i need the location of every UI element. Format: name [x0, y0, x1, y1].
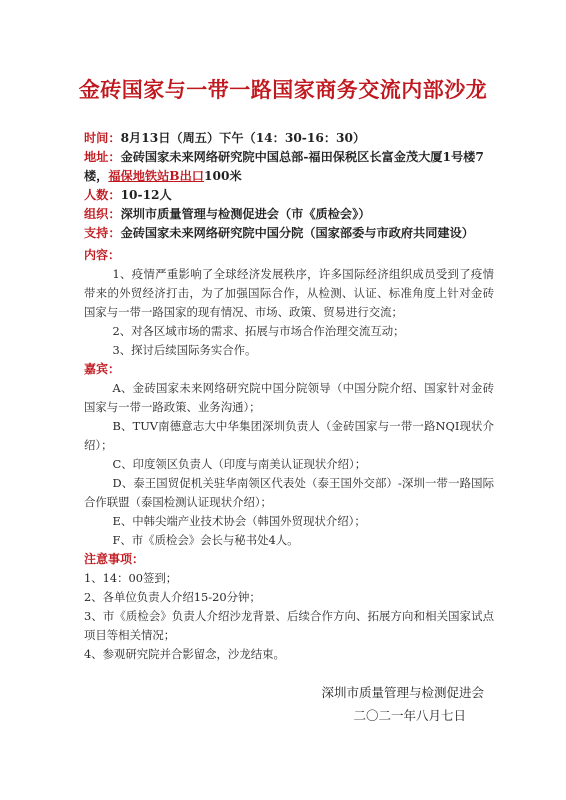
page-title: 金砖国家与一带一路国家商务交流内部沙龙 [78, 78, 488, 102]
event-info [84, 129, 494, 243]
note-item: 4、参观研究院并合影留念，沙龙结束。 [84, 647, 285, 661]
guests-heading: 嘉宾： [84, 362, 121, 376]
guest-item: D、泰王国贸促机关驻华南领区代表处（泰王国外交部）-深圳一带一路国际合作联盟（泰国检测认证现状介绍）； [84, 476, 494, 509]
guest-item: B、TUV南德意志大中华集团深圳负责人（金砖国家与一带一路NQI现状介绍）； [84, 419, 494, 452]
address-tail: 100米 [204, 169, 242, 183]
note-item: 3、市《质检会》负责人介绍沙龙背景、后续合作方向、拓展方向和相关国家试点项目等相关情况； [84, 609, 494, 642]
guest-item: F、市《质检会》会长与秘书处4人。 [112, 533, 299, 547]
content-item: 1、疫情严重影响了全球经济发展秩序，许多国际经济组织成员受到了疫情带来的外贸经济打击，为了加强国际合作，从检测、认证、标准角度上针对金砖国家与一带一路国家的现有情况、市场、政策、贸易进行交流； [84, 267, 494, 319]
time-row [84, 129, 494, 148]
content-heading: 内容： [84, 248, 121, 262]
time-value: 8月13日（周五）下午（14：30-16：30） [120, 131, 366, 145]
organizer-value: 深圳市质量管理与检测促进会（市《质检会》） [120, 207, 371, 221]
note-item: 1、14：00签到； [84, 571, 178, 585]
time-label: 时间： [84, 131, 121, 145]
support-value: 金砖国家未来网络研究院中国分院（国家部委与市政府共同建设） [120, 226, 474, 240]
people-value: 10-12人 [120, 188, 172, 202]
address-value: 金砖国家未来网络研究院中国总部-福田保税区长富金茂大厦1号楼7楼， [84, 150, 484, 183]
people-label: 人数： [84, 188, 121, 202]
content-section [84, 246, 494, 664]
support-label: 支持： [84, 226, 121, 240]
organizer-row [84, 205, 494, 224]
signature-date: 二〇二一年八月七日 [353, 708, 466, 723]
guest-item: E、中韩尖端产业技术协会（韩国外贸现状介绍）； [112, 514, 366, 528]
note-item: 2、各单位负责人介绍15-20分钟； [84, 590, 261, 604]
signature-org: 深圳市质量管理与检测促进会 [321, 685, 484, 700]
guest-item: A、金砖国家未来网络研究院中国分院领导（中国分院介绍、国家针对金砖国家与一带一路政策、业务沟通）； [84, 381, 494, 414]
people-row [84, 186, 494, 205]
content-item: 3、探讨后续国际务实合作。 [112, 343, 257, 357]
notes-heading: 注意事项： [84, 552, 145, 566]
metro-exit: 福保地铁站B出口 [108, 169, 204, 183]
address-row [84, 148, 494, 186]
organizer-label: 组织： [84, 207, 121, 221]
guest-item: C、印度领区负责人（印度与南美认证现状介绍）； [112, 457, 367, 471]
content-item: 2、对各区域市场的需求、拓展与市场合作治理交流互动； [112, 324, 405, 338]
address-label: 地址： [84, 150, 121, 164]
support-row [84, 224, 494, 243]
